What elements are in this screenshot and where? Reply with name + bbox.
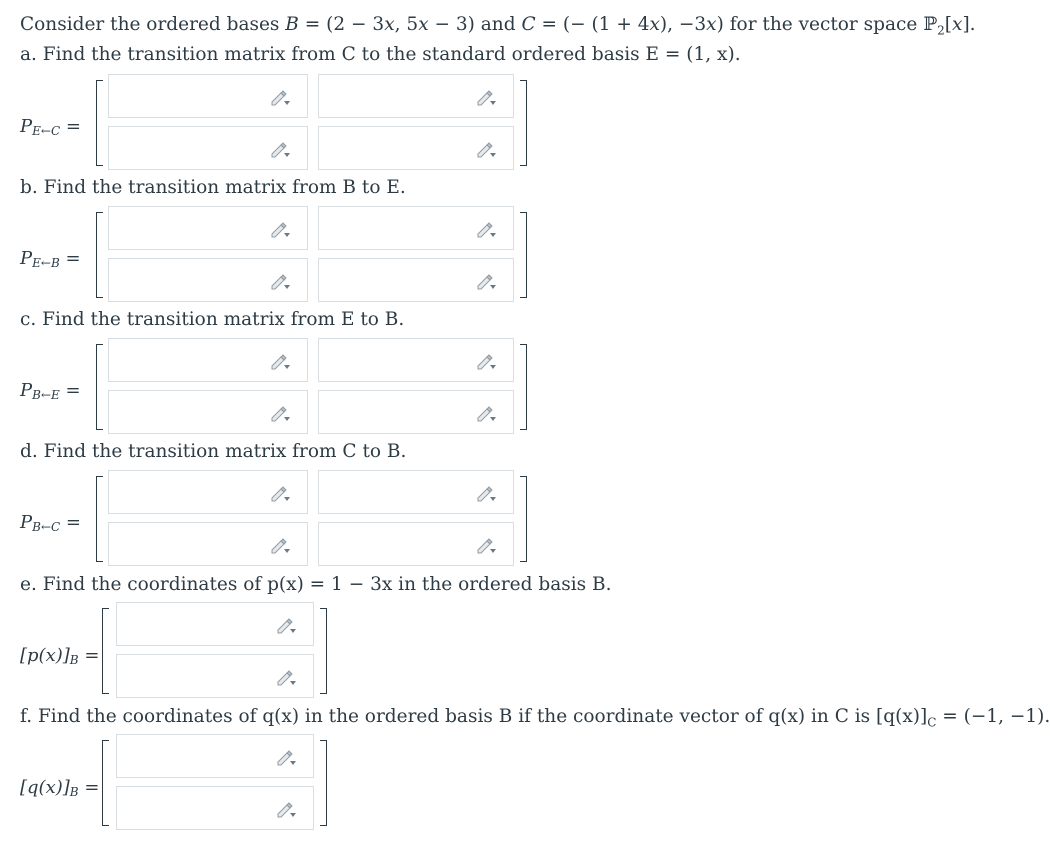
part-d-input-r1c2[interactable] bbox=[318, 470, 514, 514]
part-f-input-r1[interactable] bbox=[116, 734, 314, 778]
part-c-prompt: c. Find the transition matrix from E to B. bbox=[20, 309, 405, 330]
part-b-input-r1c1[interactable] bbox=[108, 206, 308, 250]
pencil-edit-icon bbox=[269, 273, 291, 291]
part-f-prompt: f. Find the coordinates of q(x) in the ordered basis B if the coordinate vector of q(x) in C is $[q(x)]_C = (-1$, −1). bbox=[20, 706, 1050, 730]
part-c-label: $P_{B\leftarrow E}$ = bbox=[20, 380, 81, 402]
part-d-input-r2c2[interactable] bbox=[318, 522, 514, 566]
pencil-edit-icon bbox=[275, 617, 297, 635]
pencil-edit-icon bbox=[269, 141, 291, 159]
pencil-edit-icon bbox=[475, 353, 497, 371]
part-d-matrix bbox=[96, 470, 532, 570]
pencil-edit-icon bbox=[475, 221, 497, 239]
part-c-input-r1c2[interactable] bbox=[318, 338, 514, 382]
part-a-input-r2c1[interactable] bbox=[108, 126, 308, 170]
pencil-edit-icon bbox=[475, 405, 497, 423]
part-d-input-r1c1[interactable] bbox=[108, 470, 308, 514]
pencil-edit-icon bbox=[269, 537, 291, 555]
part-f-label: $[q(x)]_B$ = bbox=[20, 777, 100, 799]
pencil-edit-icon bbox=[475, 141, 497, 159]
part-b-input-r1c2[interactable] bbox=[318, 206, 514, 250]
part-f-matrix bbox=[102, 734, 332, 834]
part-a-input-r1c2[interactable] bbox=[318, 74, 514, 118]
pencil-edit-icon bbox=[269, 221, 291, 239]
part-e-input-r2[interactable] bbox=[116, 654, 314, 698]
part-d-label: $P_{B\leftarrow C}$ = bbox=[20, 512, 81, 534]
part-e-matrix bbox=[102, 602, 332, 702]
part-b-input-r2c2[interactable] bbox=[318, 258, 514, 302]
pencil-edit-icon bbox=[269, 485, 291, 503]
pencil-edit-icon bbox=[275, 669, 297, 687]
pencil-edit-icon bbox=[269, 405, 291, 423]
part-b-input-r2c1[interactable] bbox=[108, 258, 308, 302]
part-b-prompt: b. Find the transition matrix from B to E. bbox=[20, 177, 406, 198]
pencil-edit-icon bbox=[475, 485, 497, 503]
pencil-edit-icon bbox=[275, 801, 297, 819]
part-a-input-r2c2[interactable] bbox=[318, 126, 514, 170]
part-a-label: $P_{E\leftarrow C}$ = bbox=[20, 116, 81, 138]
part-d-input-r2c1[interactable] bbox=[108, 522, 308, 566]
pencil-edit-icon bbox=[475, 89, 497, 107]
part-f-input-r2[interactable] bbox=[116, 786, 314, 830]
part-a-input-r1c1[interactable] bbox=[108, 74, 308, 118]
part-e-input-r1[interactable] bbox=[116, 602, 314, 646]
pencil-edit-icon bbox=[275, 749, 297, 767]
part-c-input-r1c1[interactable] bbox=[108, 338, 308, 382]
part-a-matrix bbox=[96, 74, 532, 174]
part-b-label: $P_{E\leftarrow B}$ = bbox=[20, 248, 81, 270]
part-c-input-r2c1[interactable] bbox=[108, 390, 308, 434]
part-a-prompt: a. Find the transition matrix from C to the standard ordered basis E = (1, x). bbox=[20, 44, 741, 65]
part-e-prompt: e. Find the coordinates of p(x) = 1 − 3x in the ordered basis B. bbox=[20, 574, 612, 595]
part-c-matrix bbox=[96, 338, 532, 438]
pencil-edit-icon bbox=[475, 537, 497, 555]
pencil-edit-icon bbox=[269, 89, 291, 107]
pencil-edit-icon bbox=[475, 273, 497, 291]
part-c-input-r2c2[interactable] bbox=[318, 390, 514, 434]
problem-statement: Consider the ordered bases B = (2 − 3x, 5x − 3) and C = (− (1 + 4x), −3x) for the vector space ℙ$_2$[x]. bbox=[20, 14, 976, 38]
pencil-edit-icon bbox=[269, 353, 291, 371]
part-e-label: $[p(x)]_B$ = bbox=[20, 645, 100, 667]
part-b-matrix bbox=[96, 206, 532, 306]
part-d-prompt: d. Find the transition matrix from C to B. bbox=[20, 441, 407, 462]
